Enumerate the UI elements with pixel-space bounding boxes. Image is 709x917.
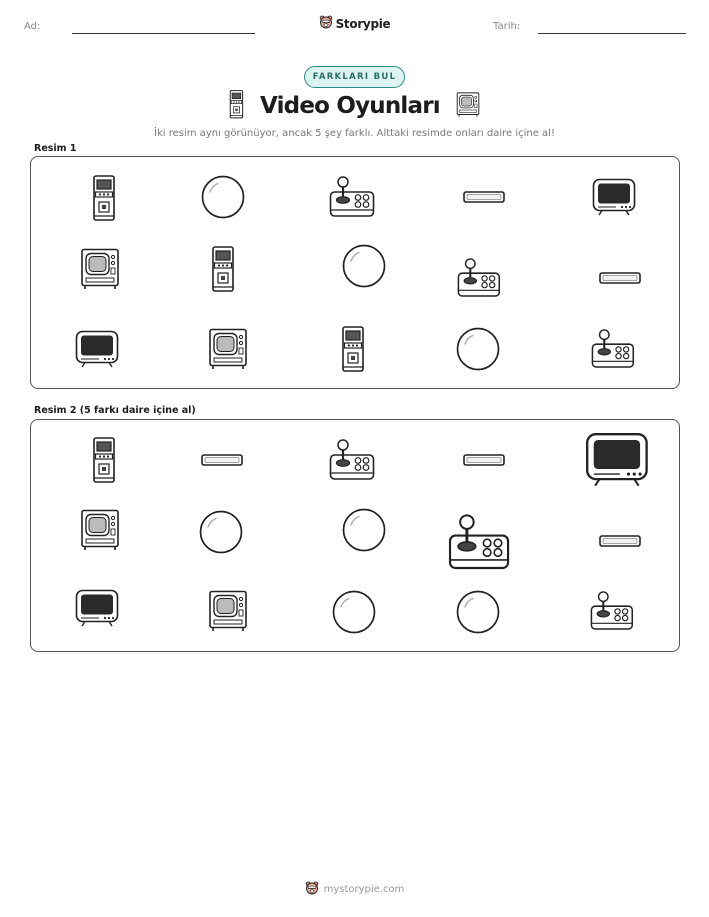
game-cartridge-icon[interactable] xyxy=(599,272,641,284)
worksheet-type-badge: FARKLARI BUL xyxy=(304,66,405,88)
retro-tv-icon[interactable] xyxy=(80,248,120,290)
ball-icon[interactable] xyxy=(456,327,500,371)
joystick-controller-icon[interactable] xyxy=(448,514,510,571)
arcade-cabinet-icon[interactable] xyxy=(92,175,116,221)
game-cartridge-icon[interactable] xyxy=(463,454,505,466)
footer xyxy=(0,880,709,899)
joystick-controller-icon[interactable] xyxy=(591,329,635,369)
ball-icon[interactable] xyxy=(342,508,386,552)
crt-monitor-icon[interactable] xyxy=(75,330,119,368)
game-cartridge-icon[interactable] xyxy=(599,535,641,547)
joystick-controller-icon[interactable] xyxy=(457,258,501,298)
storypie-logo-icon xyxy=(305,880,319,899)
name-label: Ad: xyxy=(24,21,41,32)
arcade-cabinet-icon xyxy=(229,90,244,123)
date-label: Tarih: xyxy=(493,21,521,32)
retro-tv-icon[interactable] xyxy=(80,509,120,551)
arcade-cabinet-icon[interactable] xyxy=(341,326,365,372)
retro-tv-icon xyxy=(456,92,480,121)
arcade-cabinet-icon[interactable] xyxy=(92,437,116,483)
crt-monitor-icon[interactable] xyxy=(592,178,636,216)
brand-name: Storypie xyxy=(335,16,391,31)
joystick-controller-icon[interactable] xyxy=(329,176,375,218)
crt-monitor-icon[interactable] xyxy=(585,432,649,487)
brand xyxy=(0,14,709,33)
page-title: Video Oyunları xyxy=(259,93,440,120)
ball-icon[interactable] xyxy=(332,590,376,634)
title-row xyxy=(0,90,709,123)
joystick-controller-icon[interactable] xyxy=(329,439,375,481)
ball-icon[interactable] xyxy=(456,590,500,634)
game-cartridge-icon[interactable] xyxy=(201,454,243,466)
ball-icon[interactable] xyxy=(342,244,386,288)
picture1-label: Resim 1 xyxy=(34,143,77,154)
ball-icon[interactable] xyxy=(199,510,243,554)
date-field-line[interactable] xyxy=(538,33,686,34)
arcade-cabinet-icon[interactable] xyxy=(211,246,235,292)
crt-monitor-icon[interactable] xyxy=(75,589,119,627)
name-field-line[interactable] xyxy=(72,33,255,34)
ball-icon[interactable] xyxy=(201,175,245,219)
footer-url: mystorypie.com xyxy=(323,884,405,895)
joystick-controller-icon[interactable] xyxy=(590,591,634,631)
retro-tv-icon[interactable] xyxy=(208,328,248,370)
picture1-panel[interactable] xyxy=(30,156,680,389)
picture2-panel[interactable] xyxy=(30,419,680,652)
storypie-logo-icon xyxy=(319,14,333,33)
game-cartridge-icon[interactable] xyxy=(463,191,505,203)
instructions: İki resim aynı görünüyor, ancak 5 şey farklı. Alttaki resimde onları daire içine al! xyxy=(154,128,555,139)
picture2-label: Resim 2 (5 farkı daire içine al) xyxy=(34,405,196,416)
retro-tv-icon[interactable] xyxy=(208,590,248,632)
